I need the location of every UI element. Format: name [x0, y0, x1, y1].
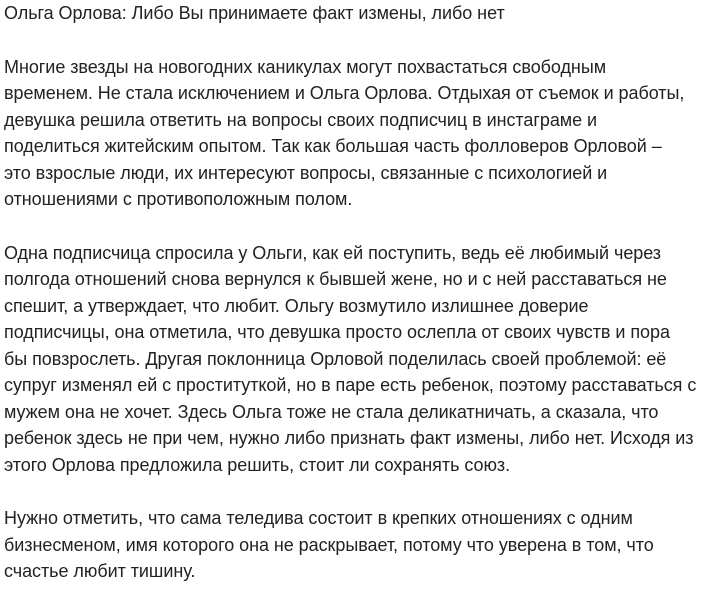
paragraph-line: супруг изменял ей с проституткой, но в паре есть ребенок, поэтому расставаться с — [4, 375, 697, 395]
paragraph-line: отношениями с противоположным полом. — [4, 189, 353, 209]
paragraph-line: бизнесменом, имя которого она не раскрывает, потому что уверена в том, что — [4, 534, 654, 555]
paragraph-line: подписчицы, она отметила, что девушка просто ослепла от своих чувств и пора — [4, 322, 670, 342]
paragraph-line: счастье любит тишину. — [4, 561, 196, 581]
paragraph-line: Многие звезды на новогодних каникулах могут похвастаться свободным — [4, 56, 607, 77]
article-title: Ольга Орлова: Либо Вы принимаете факт измены, либо нет — [4, 3, 505, 23]
article-paragraph — [4, 505, 712, 585]
paragraph-line: бы повзрослеть. Другая поклонница Орловой поделилась своей проблемой: её — [4, 348, 667, 369]
paragraph-line: полгода отношений снова вернулся к бывшей жене, но и с ней расставаться не — [4, 269, 667, 289]
paragraph-line: Одна подписчица спросила у Ольги, как ей поступить, ведь её любимый через — [4, 242, 662, 263]
paragraph-line: спешит, а утверждает, что любит. Ольгу возмутило излишнее доверие — [4, 295, 589, 316]
paragraph-line: этого Орлова предложила решить, стоит ли сохранять союз. — [4, 454, 511, 475]
paragraph-line: временем. Не стала исключением и Ольга Орлова. Отдыхая от съемок и работы, — [4, 83, 685, 103]
paragraph-line: мужем она не хочет. Здесь Ольга тоже не стала деликатничать, а сказала, что — [4, 401, 659, 422]
paragraph-line: поделиться житейским опытом. Так как большая часть фолловеров Орловой – — [4, 136, 662, 156]
article-paragraph — [4, 240, 712, 479]
article — [4, 0, 712, 612]
paragraph-line: Нужно отметить, что сама теледива состоит в крепких отношениях с одним — [4, 508, 633, 528]
article-paragraph — [4, 54, 712, 213]
paragraph-line: ребенок здесь не при чем, нужно либо признать факт измены, либо нет. Исходя из — [4, 428, 694, 448]
paragraph-line: это взрослые люди, их интересуют вопросы, связанные с психологией и — [4, 162, 608, 183]
paragraph-line: девушка решила ответить на вопросы своих подписчиц в инстаграме и — [4, 109, 598, 130]
